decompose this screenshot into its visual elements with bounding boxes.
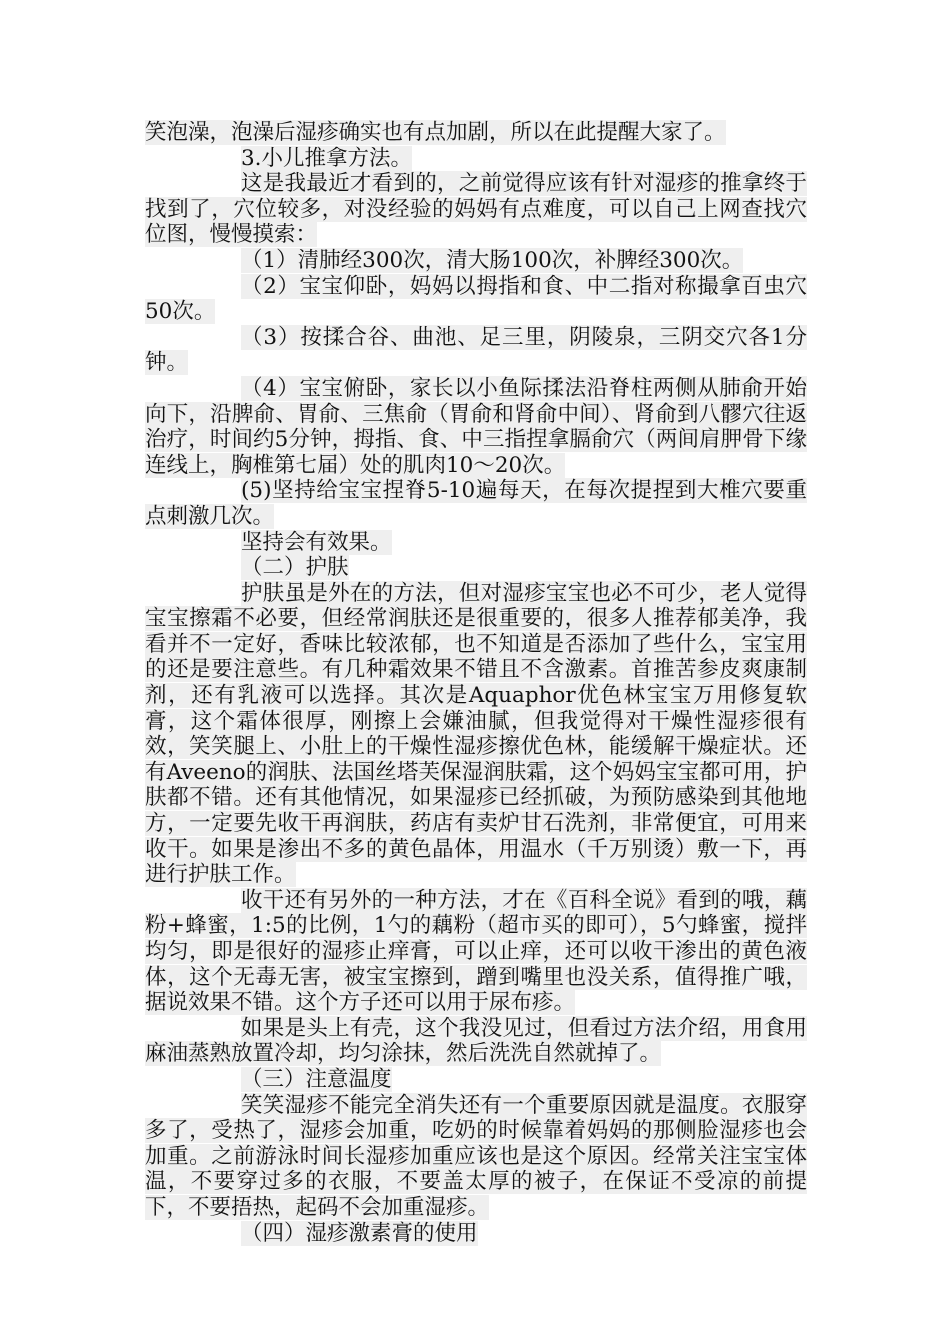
heading-text: （二）护肤 <box>241 555 349 581</box>
section-heading <box>145 1221 807 1247</box>
section-heading <box>145 555 807 581</box>
paragraph <box>145 1093 807 1221</box>
list-item <box>145 325 807 376</box>
list-item-text: （4）宝宝俯卧，家长以小鱼际揉法沿脊柱两侧从肺俞开始向下，沿脾俞、胃俞、三焦俞（胃俞和肾俞中间）、肾俞到八髎穴往返治疗，时间约5分钟，拇指、食、中三指捏拿膈俞穴（两间肩胛骨下缘连线上，胸椎第七届）处的肌肉10～20次。 <box>145 375 807 478</box>
list-item-text: (5)坚持给宝宝捏脊5-10遍每天，在每次提捏到大椎穴要重点刺激几次。 <box>145 478 807 529</box>
list-item <box>145 376 807 478</box>
document-body <box>145 120 807 1246</box>
heading-text: （四）湿疹激素膏的使用 <box>241 1220 478 1246</box>
heading-text: 3.小儿推拿方法。 <box>241 145 413 171</box>
paragraph-text: 收干还有另外的一种方法，才在《百科全说》看到的哦，藕粉+蜂蜜，1:5的比例，1勺的藕粉（超市买的即可），5勺蜂蜜，搅拌均匀，即是很好的湿疹止痒膏，可以止痒，还可以收干渗出的黄色液体，这个无毒无害，被宝宝擦到，蹭到嘴里也没关系，值得推广哦，据说效果不错。这个方子还可以用于尿布疹。 <box>145 887 807 1016</box>
list-item-text: （1）清肺经300次，清大肠100次，补脾经300次。 <box>241 247 744 273</box>
list-item-text: （2）宝宝仰卧，妈妈以拇指和食、中二指对称撮拿百虫穴50次。 <box>145 273 807 325</box>
list-item <box>145 274 807 325</box>
section-heading <box>145 1067 807 1093</box>
paragraph <box>145 171 807 248</box>
list-item <box>145 248 807 274</box>
paragraph-text: 这是我最近才看到的，之前觉得应该有针对湿疹的推拿终于找到了，穴位较多，对没经验的妈妈有点难度，可以自己上网查找穴位图，慢慢摸索： <box>145 171 807 248</box>
paragraph <box>145 530 807 556</box>
list-item-text: （3）按揉合谷、曲池、足三里，阴陵泉，三阴交穴各1分钟。 <box>145 324 807 376</box>
paragraph <box>145 581 807 888</box>
paragraph-text: 护肤虽是外在的方法，但对湿疹宝宝也必不可少，老人觉得宝宝擦霜不必要，但经常润肤还是很重要的，很多人推荐郁美净，我看并不一定好，香味比较浓郁，也不知道是否添加了些什么，宝宝用的还是要注意些。有几种霜效果不错且不含激素。首推苦参皮爽康制剂，还有乳液可以选择。其次是Aquaphor优色林宝宝万用修复软膏，这个霜体很厚，刚擦上会嫌油腻，但我觉得对干燥性湿疹很有效，笑笑腿上、小肚上的干燥性湿疹擦优色林，能缓解干燥症状。还有Aveeno的润肤、法国丝塔芙保湿润肤霜，这个妈妈宝宝都可用，护肤都不错。还有其他情况，如果湿疹已经抓破，为预防感染到其他地方，一定要先收干再润肤，药店有卖炉甘石洗剂，非常便宜，可用来收干。如果是渗出不多的黄色晶体，用温水（千万别烫）敷一下，再进行护肤工作。 <box>145 580 807 888</box>
paragraph-text: 如果是头上有壳，这个我没见过，但看过方法介绍，用食用麻油蒸熟放置冷却，均匀涂抹，然后洗洗自然就掉了。 <box>145 1015 807 1067</box>
paragraph <box>145 120 807 146</box>
paragraph-text: 笑笑湿疹不能完全消失还有一个重要原因就是温度。衣服穿多了，受热了，湿疹会加重，吃奶的时候靠着妈妈的那侧脸湿疹也会加重。之前游泳时间长湿疹加重应该也是这个原因。经常关注宝宝体温，不要穿过多的衣服，不要盖太厚的被子，在保证不受凉的前提下，不要捂热，起码不会加重湿疹。 <box>145 1092 807 1220</box>
section-heading <box>145 146 807 172</box>
list-item <box>145 478 807 529</box>
heading-text: （三）注意温度 <box>241 1066 392 1092</box>
paragraph-text: 坚持会有效果。 <box>241 529 392 555</box>
paragraph <box>145 1016 807 1067</box>
paragraph-text: 笑泡澡，泡澡后湿疹确实也有点加剧，所以在此提醒大家了。 <box>145 120 726 145</box>
paragraph <box>145 888 807 1016</box>
